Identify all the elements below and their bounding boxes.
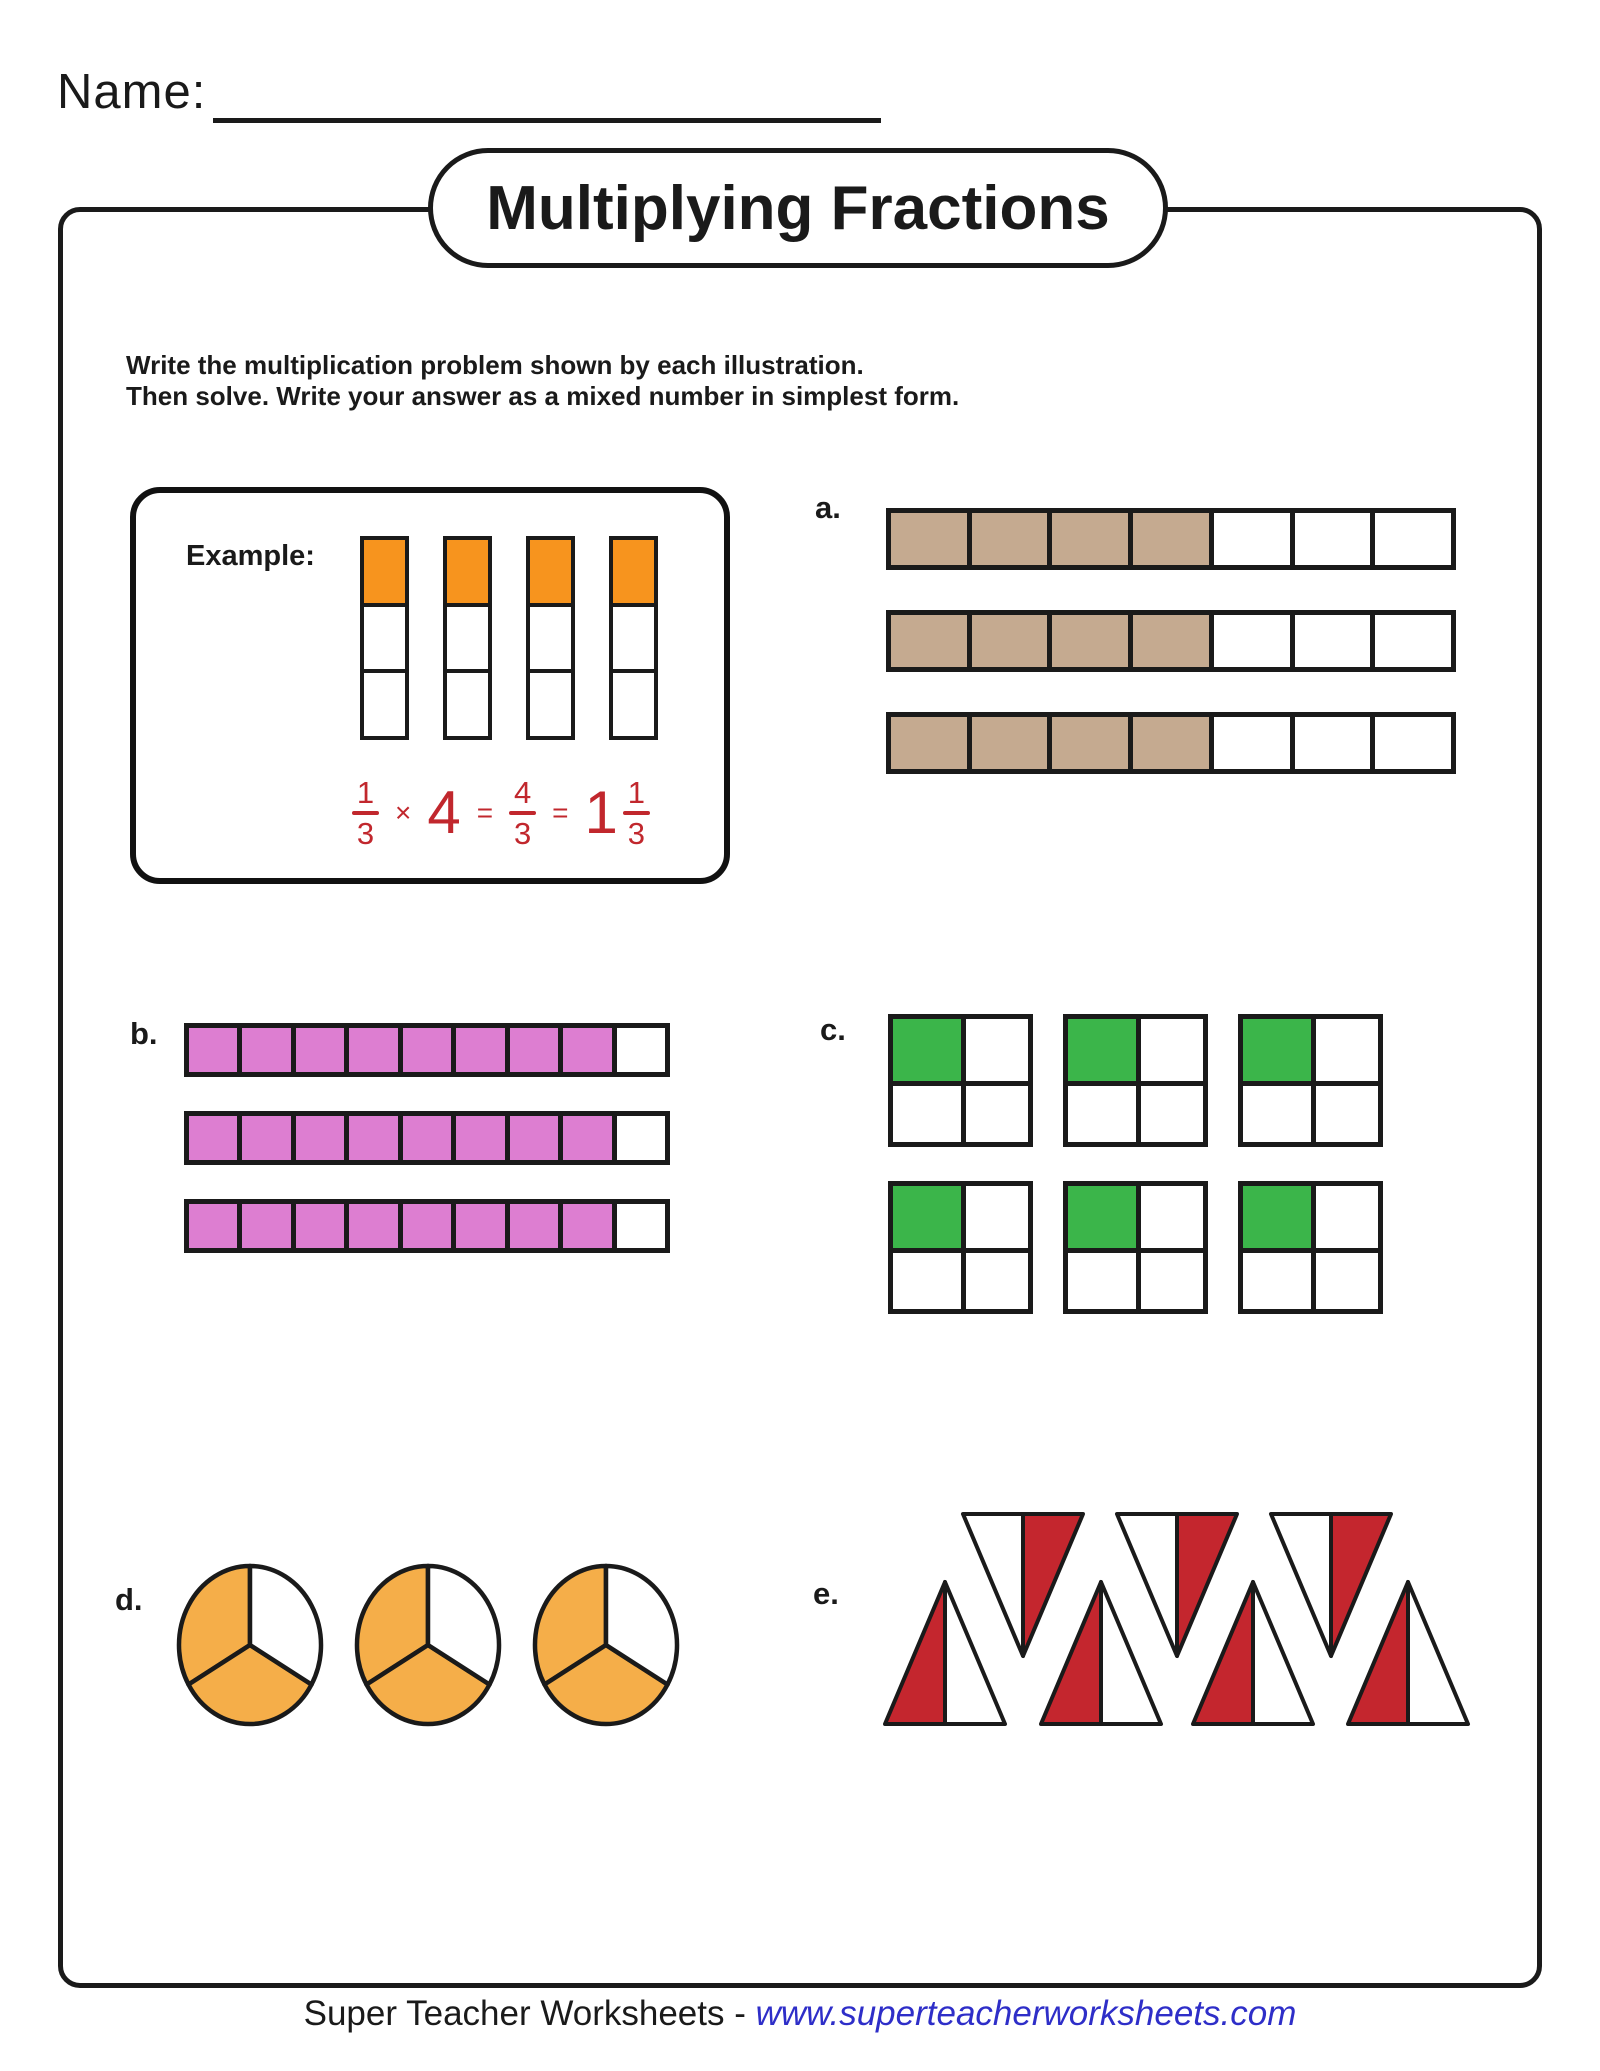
fraction-cell	[558, 1116, 611, 1160]
problem-label-c: c.	[820, 1012, 846, 1047]
fraction-cell	[961, 1019, 1029, 1081]
fraction-cell	[967, 615, 1048, 667]
fraction-cell	[237, 1116, 290, 1160]
fraction-cell	[1290, 615, 1371, 667]
fraction-cell	[1370, 615, 1451, 667]
fraction-cell	[961, 1186, 1029, 1248]
fraction-bar	[184, 1111, 670, 1165]
fraction-cell	[1047, 513, 1128, 565]
fraction-grid	[888, 1181, 1033, 1314]
fraction-cell	[1136, 1248, 1204, 1310]
fraction-cell	[893, 1248, 961, 1310]
name-label: Name:	[57, 65, 207, 119]
fraction-cell	[344, 1028, 397, 1072]
fraction-cell	[189, 1204, 237, 1248]
fraction-cell	[891, 513, 967, 565]
numerator: 1	[627, 775, 645, 810]
fraction-grid	[1238, 1014, 1383, 1147]
fraction-cell	[291, 1028, 344, 1072]
fraction-bar	[886, 508, 1456, 570]
fraction-cell	[344, 1204, 397, 1248]
times-sign: ×	[395, 797, 412, 828]
fraction-cell	[1128, 717, 1209, 769]
fraction-cell	[1311, 1081, 1379, 1143]
fraction-cell	[451, 1028, 504, 1072]
page-title: Multiplying Fractions	[486, 173, 1110, 243]
fraction-bar-line	[352, 811, 379, 815]
circle-thirds-model	[531, 1562, 681, 1733]
problem-label-d: d.	[115, 1582, 143, 1617]
fraction-cell	[237, 1204, 290, 1248]
fraction-cell	[1068, 1186, 1136, 1248]
fraction-cell	[530, 603, 571, 670]
equals-sign: =	[476, 797, 494, 828]
fraction-cell	[1209, 615, 1290, 667]
numerator: 4	[513, 775, 532, 810]
fraction-cell	[1370, 717, 1451, 769]
instructions	[126, 350, 959, 412]
fraction-cell	[961, 1248, 1029, 1310]
fraction-cell	[398, 1028, 451, 1072]
fraction-cell	[1290, 513, 1371, 565]
fraction-bar-line	[509, 811, 536, 815]
fraction-cell	[1243, 1248, 1311, 1310]
equals-sign: =	[552, 797, 569, 828]
fraction-cell	[967, 717, 1048, 769]
fraction-cell	[967, 513, 1048, 565]
fraction-cell	[613, 603, 654, 670]
fraction-cell	[505, 1116, 558, 1160]
fraction-cell	[1068, 1081, 1136, 1143]
fraction-bar-line	[623, 811, 650, 815]
fraction-grid	[888, 1014, 1033, 1147]
fraction-cell	[1311, 1248, 1379, 1310]
fraction-cell	[291, 1116, 344, 1160]
name-input-line[interactable]	[213, 74, 881, 123]
fraction-bar	[526, 536, 575, 740]
fraction-cell	[447, 603, 488, 670]
circle-thirds-model	[175, 1562, 325, 1733]
fraction-cell	[398, 1204, 451, 1248]
instructions-line2: Then solve. Write your answer as a mixed number in simplest form.	[126, 381, 960, 411]
fraction-grid	[1063, 1181, 1208, 1314]
fraction-cell	[612, 1028, 665, 1072]
fraction-four-thirds	[509, 777, 536, 849]
fraction-cell	[237, 1028, 290, 1072]
fraction-cell	[1370, 513, 1451, 565]
fraction-cell	[1068, 1248, 1136, 1310]
whole-number: 4	[427, 779, 461, 846]
fraction-cell	[1209, 513, 1290, 565]
example-bar-models	[360, 536, 658, 740]
fraction-cell	[364, 540, 405, 603]
fraction-cell	[447, 669, 488, 736]
fraction-cell	[530, 540, 571, 603]
fraction-cell	[1128, 615, 1209, 667]
fraction-one-third	[352, 777, 379, 849]
mixed-whole: 1	[584, 779, 618, 846]
fraction-cell	[505, 1028, 558, 1072]
problem-e-triangle-models	[880, 1505, 1480, 1735]
fraction-cell	[558, 1028, 611, 1072]
fraction-cell	[893, 1081, 961, 1143]
problem-a-bar-models	[886, 508, 1456, 774]
fraction-cell	[447, 540, 488, 603]
fraction-cell	[613, 540, 654, 603]
fraction-cell	[530, 669, 571, 736]
fraction-cell	[891, 717, 967, 769]
footer	[0, 1994, 1600, 2034]
fraction-cell	[612, 1116, 665, 1160]
fraction-cell	[1136, 1186, 1204, 1248]
fraction-cell	[451, 1116, 504, 1160]
problem-c-grid-models	[888, 1014, 1383, 1314]
fraction-cell	[1311, 1019, 1379, 1081]
fraction-cell	[364, 603, 405, 670]
fraction-bar	[886, 712, 1456, 774]
fraction-cell	[398, 1116, 451, 1160]
fraction-cell	[1068, 1019, 1136, 1081]
fraction-cell	[364, 669, 405, 736]
fraction-cell	[1047, 615, 1128, 667]
denominator: 3	[627, 816, 645, 851]
problem-label-e: e.	[813, 1576, 839, 1611]
fraction-cell	[558, 1204, 611, 1248]
fraction-grid	[1238, 1181, 1383, 1314]
fraction-bar	[184, 1023, 670, 1077]
fraction-cell	[1243, 1081, 1311, 1143]
problem-b-bar-models	[184, 1023, 670, 1253]
fraction-bar	[886, 610, 1456, 672]
footer-site-url[interactable]: www.superteacherworksheets.com	[755, 1994, 1297, 2033]
problem-d-circle-models	[175, 1562, 681, 1733]
fraction-cell	[451, 1204, 504, 1248]
fraction-bar	[360, 536, 409, 740]
example-label: Example:	[186, 540, 315, 572]
numerator: 1	[356, 775, 375, 810]
problem-label-b: b.	[130, 1016, 158, 1051]
fraction-cell	[1209, 717, 1290, 769]
fraction-cell	[291, 1204, 344, 1248]
footer-site-name: Super Teacher Worksheets -	[303, 1994, 756, 2033]
fraction-cell	[189, 1116, 237, 1160]
fraction-cell	[961, 1081, 1029, 1143]
fraction-cell	[613, 669, 654, 736]
fraction-cell	[344, 1116, 397, 1160]
denominator: 3	[513, 816, 532, 851]
fraction-cell	[1243, 1186, 1311, 1248]
fraction-cell	[1311, 1186, 1379, 1248]
fraction-cell	[1243, 1019, 1311, 1081]
fraction-cell	[1136, 1081, 1204, 1143]
denominator: 3	[356, 816, 375, 851]
title-pill	[428, 148, 1168, 268]
fraction-cell	[1128, 513, 1209, 565]
fraction-cell	[1290, 717, 1371, 769]
fraction-bar	[443, 536, 492, 740]
fraction-cell	[1136, 1019, 1204, 1081]
fraction-cell	[612, 1204, 665, 1248]
fraction-grid	[1063, 1014, 1208, 1147]
fraction-cell	[1047, 717, 1128, 769]
circle-thirds-model	[353, 1562, 503, 1733]
fraction-cell	[189, 1028, 237, 1072]
problem-label-a: a.	[815, 490, 841, 525]
fraction-bar	[609, 536, 658, 740]
fraction-bar	[184, 1199, 670, 1253]
fraction-cell	[891, 615, 967, 667]
fraction-cell	[893, 1186, 961, 1248]
example-equation	[352, 766, 650, 860]
instructions-line1: Write the multiplication problem shown by each illustration.	[126, 350, 864, 380]
mixed-fraction	[623, 777, 650, 849]
fraction-cell	[505, 1204, 558, 1248]
mixed-number	[584, 777, 649, 849]
fraction-cell	[893, 1019, 961, 1081]
